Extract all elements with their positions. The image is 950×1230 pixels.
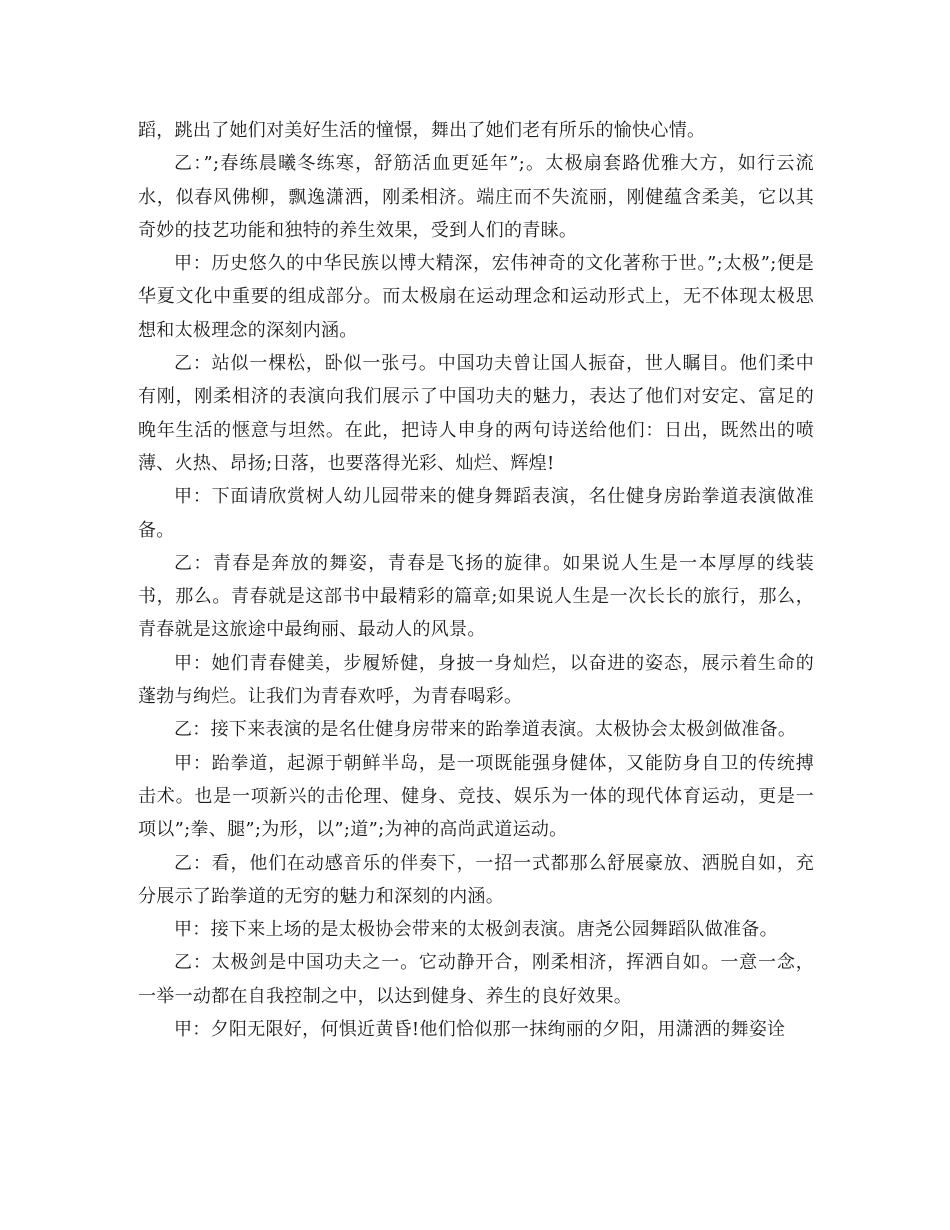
paragraph-jia-4: 甲：跆拳道，起源于朝鲜半岛，是一项既能强身健体，又能防身自卫的传统搏击术。也是一项新兴的击伦理、健身、竞技、娱乐为一体的现代体育运动，更是一项以”;拳、腿”;为形，以”;道”;为神的高尚武道运动。: [138, 752, 814, 841]
paragraph-jia-6: 甲：夕阳无限好，何惧近黄昏!他们恰似那一抹绚丽的夕阳，用潇洒的舞姿诠: [174, 1019, 786, 1041]
paragraph-yi-2: 乙：站似一棵松，卧似一张弓。中国功夫曾让国人振奋，世人瞩目。他们柔中有刚，刚柔相济的表演向我们展示了中国功夫的魅力，表达了他们对安定、富足的晚年生活的惬意与坦然。在此，把诗人申身的两句诗送给他们：日出，既然出的喷薄、火热、昂扬;日落，也要落得光彩、灿烂、辉煌!: [138, 353, 814, 474]
paragraph-jia-5: 甲：接下来上场的是太极协会带来的太极剑表演。唐尧公园舞蹈队做准备。: [174, 919, 778, 941]
paragraph-yi-4: 乙：接下来表演的是名仕健身房带来的跆拳道表演。太极协会太极剑做准备。: [174, 719, 797, 741]
paragraph-jia-1: 甲：历史悠久的中华民族以博大精深，宏伟神奇的文化著称于世。”;太极”;便是华夏文化中重要的组成部分。而太极扇在运动理念和运动形式上，无不体现太极思想和太极理念的深刻内涵。: [138, 253, 814, 341]
paragraph-yi-3: 乙：青春是奔放的舞姿，青春是飞扬的旋律。如果说人生是一本厚厚的线装书，那么。青春就是这部书中最精彩的篇章;如果说人生是一次长长的旅行，那么，青春就是这旅途中最绚丽、最动人的风景。: [138, 552, 814, 641]
paragraph-continuation: 蹈，跳出了她们对美好生活的憧憬，舞出了她们老有所乐的愉快心情。: [138, 120, 706, 141]
paragraph-jia-2: 甲：下面请欣赏树人幼儿园带来的健身舞蹈表演，名仕健身房跆拳道表演做准备。: [138, 486, 814, 541]
paragraph-yi-6: 乙：太极剑是中国功夫之一。它动静开合，刚柔相济，挥洒自如。一意一念，一举一动都在自我控制之中，以达到健身、养生的良好效果。: [138, 952, 814, 1007]
paragraph-yi-5: 乙：看，他们在动感音乐的伴奏下，一招一式都那么舒展豪放、洒脱自如，充分展示了跆拳道的无穷的魅力和深刻的内涵。: [138, 852, 814, 907]
paragraph-yi-1: 乙：”;春练晨曦冬练寒，舒筋活血更延年”;。太极扇套路优雅大方，如行云流水，似春风佛柳，飘逸潇洒，刚柔相济。端庄而不失流丽，刚健蕴含柔美，它以其奇妙的技艺功能和独特的养生效果，受到人们的青睐。: [138, 153, 814, 241]
paragraph-jia-3: 甲：她们青春健美，步履矫健，身披一身灿烂，以奋进的姿态，展示着生命的蓬勃与绚烂。让我们为青春欢呼，为青春喝彩。: [138, 652, 814, 708]
document-body: [138, 114, 814, 1046]
